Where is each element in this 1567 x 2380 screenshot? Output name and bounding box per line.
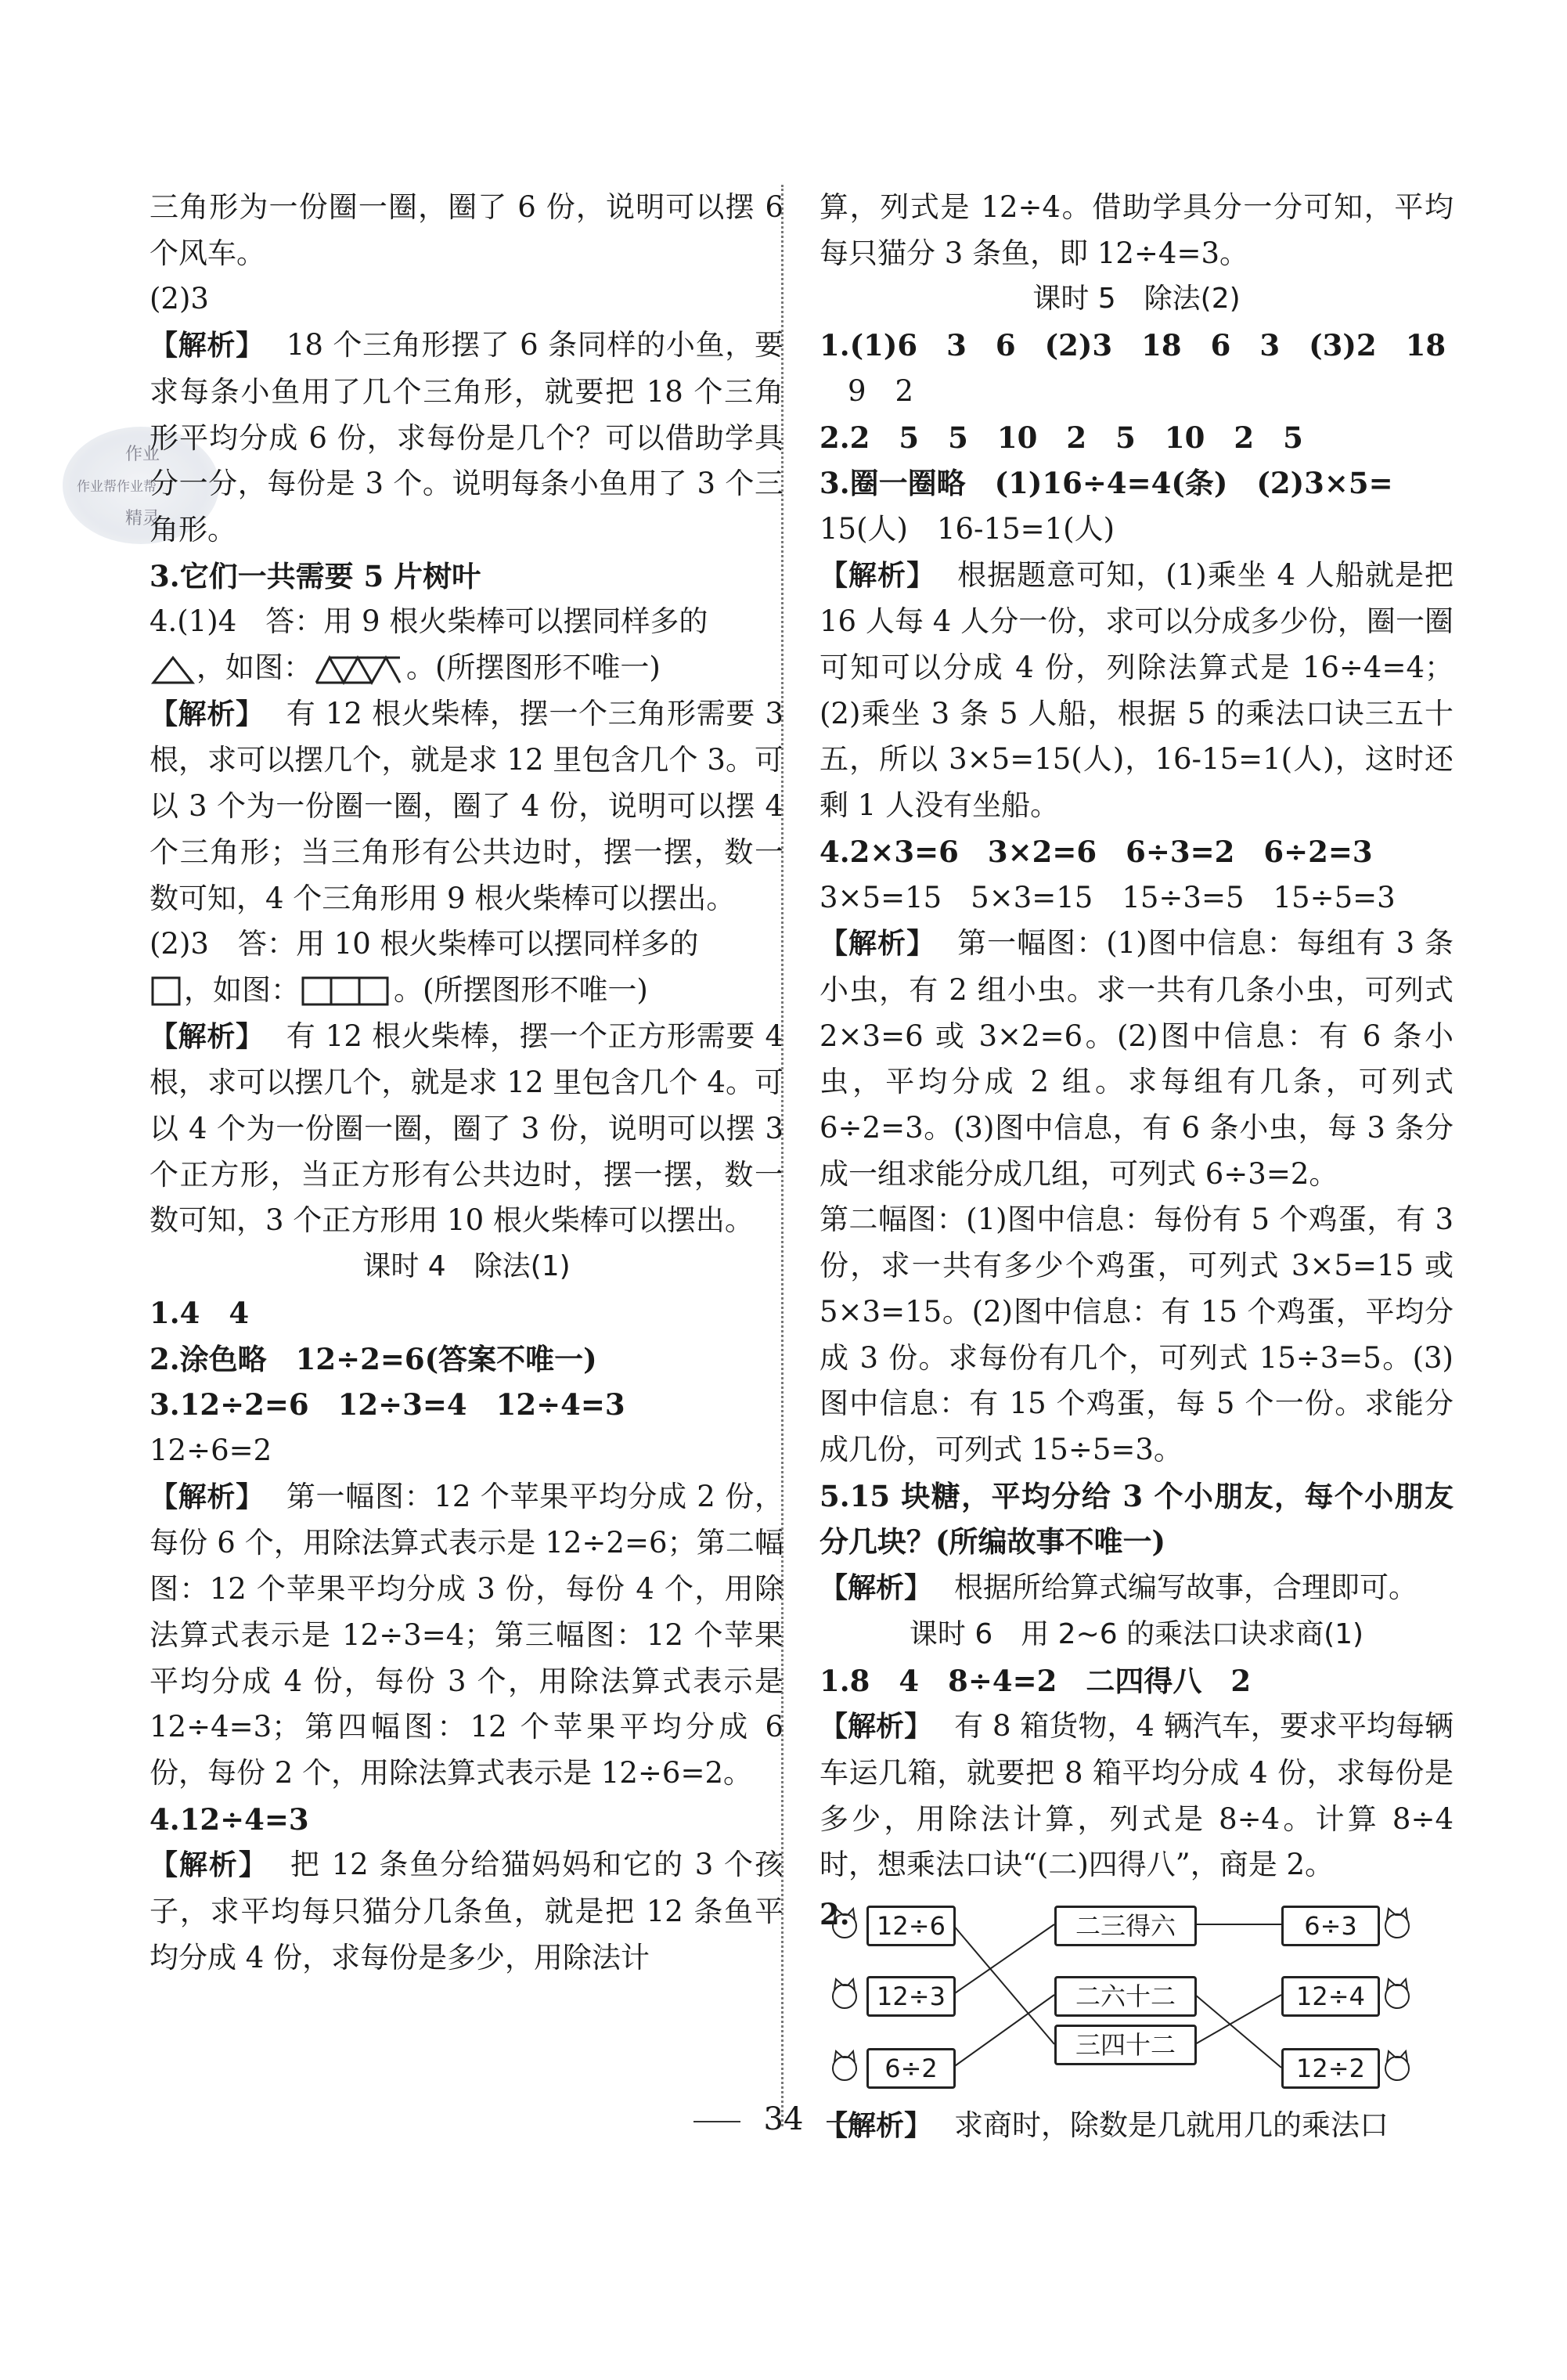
text-windmill: 三角形为一份圈一圈，圈了 6 份，说明可以摆 6 个风车。 bbox=[149, 190, 784, 270]
cat-icon bbox=[1380, 1906, 1414, 1940]
cat-icon bbox=[827, 1976, 862, 2010]
cat-icon bbox=[827, 2048, 862, 2082]
right-column bbox=[820, 185, 1454, 2150]
answer-q4a bbox=[149, 599, 784, 691]
analysis-tag: 【解析】 bbox=[149, 330, 265, 362]
stamp-line2: 作业帮作业帮 bbox=[77, 479, 157, 495]
analysis-tag: 【解析】 bbox=[820, 2110, 933, 2143]
analysis-text: 第一幅图：12 个苹果平均分成 2 份，每份 6 个，用除法算式表示是 12÷2=6；第二幅图：12 个苹果平均分成 3 份，每份 4 个，用除法算式表示是 12÷3=4；第三幅图：12 个苹果平均分成 4 份，每份 3 个，用除法算式表示是 12÷4=3；第四幅图：12 个苹果平均分成 6 份，每份 2 个，用除法算式表示是 12÷6=2。 bbox=[149, 1479, 784, 1790]
mid-rhyme-1: 二三得六 bbox=[1054, 1906, 1197, 1946]
analysis-tag: 【解析】 bbox=[149, 1849, 268, 1882]
l5-answer-5: 5.15 块糖，平均分给 3 个小朋友，每个小朋友分几块？(所编故事不唯一) bbox=[820, 1478, 1454, 1560]
analysis-fish bbox=[149, 323, 784, 554]
left-expr-2: 12÷3 bbox=[866, 1976, 956, 2017]
analysis-tag: 【解析】 bbox=[149, 1020, 265, 1053]
l4-answer-3b: 12÷6=2 bbox=[149, 1433, 272, 1467]
triangle-icon bbox=[149, 654, 196, 686]
l5-answer-2: 2.2 5 5 10 2 5 10 2 5 bbox=[820, 420, 1303, 455]
stamp-line1: 作业 bbox=[125, 445, 160, 464]
analysis-triangles bbox=[149, 691, 784, 922]
q4a-text: 4.(1)4 答：用 9 根火柴棒可以摆同样多的 bbox=[149, 604, 708, 639]
cat-icon bbox=[1380, 2048, 1414, 2082]
analysis-text: 18 个三角形摆了 6 条同样的小鱼，要求每条小鱼用了几个三角形，就要把 18 个三角形平均分成 6 份，求每份是几个？可以借助学具分一分，每份是 3 个。说明每条小鱼用了 3 个三角形。 bbox=[149, 328, 784, 546]
page-rule-right bbox=[827, 2121, 874, 2122]
analysis-text: 求商时，除数是几就用几的乘法口 bbox=[954, 2108, 1389, 2143]
right-expr-2: 12÷4 bbox=[1281, 1976, 1380, 2017]
mid-rhyme-2: 二六十二 bbox=[1054, 1976, 1197, 2017]
analysis-text: 把 12 条鱼分给猫妈妈和它的 3 个孩子，求平均每只猫分几条鱼，就是把 12 条鱼平均分成 4 份，求每份是多少，用除法计 bbox=[149, 1848, 784, 1974]
analysis-boats bbox=[820, 553, 1454, 829]
analysis-text: 有 12 根火柴棒，摆一个三角形需要 3 根，求可以摆几个，就是求 12 里包含几个 3。可以 3 个为一份圈一圈，圈了 4 份，说明可以摆 4 个三角形；当三角形有公共边时，摆一摆，数一数可知，4 个三角形用 9 根火柴棒可以摆出。 bbox=[149, 696, 784, 915]
column-divider bbox=[781, 185, 784, 2126]
analysis-text: 有 8 箱货物，4 辆汽车，要求平均每辆车运几箱，就要把 8 箱平均分成 4 份，求每份是多少，用除法计算，列式是 8÷4。计算 8÷4 时，想乘法口诀“(二)四得八”，商是 2。 bbox=[820, 1709, 1454, 1882]
q4a-note: 。(所摆图形不唯一) bbox=[406, 651, 661, 685]
cat-icon bbox=[827, 1906, 862, 1940]
l5-answer-4a: 4.2×3=6 3×2=6 6÷3=2 6÷2=3 bbox=[820, 834, 1373, 869]
l5-answer-3b: 15(人) 16-15=1(人) bbox=[820, 511, 1115, 546]
answer-2: (2)3 bbox=[149, 282, 209, 316]
analysis-story bbox=[820, 1565, 1454, 1612]
l5-answer-1a: 1.(1)6 3 6 (2)3 18 6 3 (3)2 18 bbox=[820, 328, 1446, 363]
l4-answer-3a: 3.12÷2=6 12÷3=4 12÷4=3 bbox=[149, 1387, 625, 1423]
left-expr-3: 6÷2 bbox=[866, 2048, 956, 2089]
l5-answer-3a: 3.圈一圈略 (1)16÷4=4(条) (2)3×5= bbox=[820, 466, 1393, 501]
l6-answer-1: 1.8 4 8÷4=2 二四得八 2 bbox=[820, 1663, 1252, 1698]
analysis-tag: 【解析】 bbox=[149, 1480, 265, 1513]
lesson4-title: 课时 4 除法(1) bbox=[362, 1250, 571, 1283]
left-column bbox=[149, 185, 784, 1981]
q4a-tail: ，如图： bbox=[196, 651, 312, 685]
page-number bbox=[0, 2101, 1567, 2137]
q4b-tail: ，如图： bbox=[184, 972, 300, 1007]
l4-answer-2: 2.涂色略 12÷2=6(答案不唯一) bbox=[149, 1341, 597, 1376]
analysis-cats bbox=[149, 1842, 784, 1981]
analysis-eggs: 第二幅图：(1)图中信息：每份有 5 个鸡蛋，有 3 份，求一共有多少个鸡蛋，可列式 3×5=15 或 5×3=15。(2)图中信息：有 15 个鸡蛋，平均分成 3 份。求每份有几个，可列式 15÷3=5。(3)图中信息：有 15 个鸡蛋，每 5 个一份。求能分成几份，可列式 15÷5=3。 bbox=[820, 1203, 1454, 1466]
analysis-tag: 【解析】 bbox=[149, 698, 265, 730]
analysis-apples bbox=[149, 1474, 784, 1797]
analysis-tag: 【解析】 bbox=[820, 1572, 933, 1605]
four-triangles-icon bbox=[312, 654, 406, 686]
l4-answer-1: 1.4 4 bbox=[149, 1295, 250, 1330]
l6-answer-2-label: 2. bbox=[820, 1897, 850, 1932]
analysis-tag: 【解析】 bbox=[820, 1711, 933, 1744]
answer-q4b bbox=[149, 921, 784, 1013]
page-rule-left bbox=[693, 2121, 740, 2122]
left-expr-1: 12÷6 bbox=[866, 1906, 956, 1946]
analysis-tag: 【解析】 bbox=[820, 928, 936, 961]
matching-diagram bbox=[820, 1891, 1454, 2103]
q4b-text: (2)3 答：用 10 根火柴棒可以摆同样多的 bbox=[149, 927, 699, 961]
analysis-tag: 【解析】 bbox=[820, 559, 936, 592]
right-expr-1: 6÷3 bbox=[1281, 1906, 1380, 1946]
lesson6-title: 课时 6 用 2~6 的乘法口诀求商(1) bbox=[909, 1617, 1364, 1650]
l5-answer-1b: 9 2 bbox=[848, 373, 914, 408]
analysis-trucks bbox=[820, 1704, 1454, 1888]
analysis-text: 根据所给算式编写故事，合理即可。 bbox=[954, 1570, 1418, 1605]
three-squares-icon bbox=[300, 975, 394, 1009]
q4b-note: 。(所摆图形不唯一) bbox=[394, 972, 648, 1007]
analysis-text: 根据题意可知，(1)乘坐 4 人船就是把 16 人每 4 人分一份，求可以分成多少份，圈一圈可知可以分成 4 份，列除法算式是 16÷4=4；(2)乘坐 3 条 5 人船，根据 5 的乘法口诀三五十五，所以 3×5=15(人)，16-15=1(人)，这时还剩 1 人没有坐船。 bbox=[820, 557, 1454, 823]
answer-q3: 3.它们一共需要 5 片树叶 bbox=[149, 558, 481, 593]
square-icon bbox=[149, 975, 184, 1009]
mid-rhyme-3: 三四十二 bbox=[1054, 2025, 1197, 2065]
analysis-text: 第一幅图：(1)图中信息：每组有 3 条小虫，有 2 组小虫。求一共有几条小虫，可列式 2×3=6 或 3×2=6。(2)图中信息：有 6 条小虫，平均分成 2 组。求每组有几条，可列式 6÷2=3。(3)图中信息，有 6 条小虫，每 3 条分成一组求能分成几组，可列式 6÷3=2。 bbox=[820, 926, 1454, 1191]
l5-answer-4b: 3×5=15 5×3=15 15÷3=5 15÷5=3 bbox=[820, 880, 1396, 914]
analysis-text: 有 12 根火柴棒，摆一个正方形需要 4 根，求可以摆几个，就是求 12 里包含几个 4。可以 4 个为一份圈一圈，圈了 3 份，说明可以摆 3 个正方形，当正方形有公共边时，摆一摆，数一数可知，3 个正方形用 10 根火柴棒可以摆出。 bbox=[149, 1019, 784, 1238]
right-expr-3: 12÷2 bbox=[1281, 2048, 1380, 2089]
page-number-text: 34 bbox=[763, 2101, 804, 2137]
text-cat-fish: 算，列式是 12÷4。借助学具分一分可知，平均每只猫分 3 条鱼，即 12÷4=3。 bbox=[820, 190, 1454, 270]
stamp-line3: 精灵 bbox=[125, 509, 160, 528]
lesson5-title: 课时 5 除法(2) bbox=[1032, 283, 1241, 316]
analysis-squares bbox=[149, 1014, 784, 1245]
l4-answer-4: 4.12÷4=3 bbox=[149, 1801, 309, 1837]
analysis-bugs bbox=[820, 921, 1454, 1197]
cat-icon bbox=[1380, 1976, 1414, 2010]
